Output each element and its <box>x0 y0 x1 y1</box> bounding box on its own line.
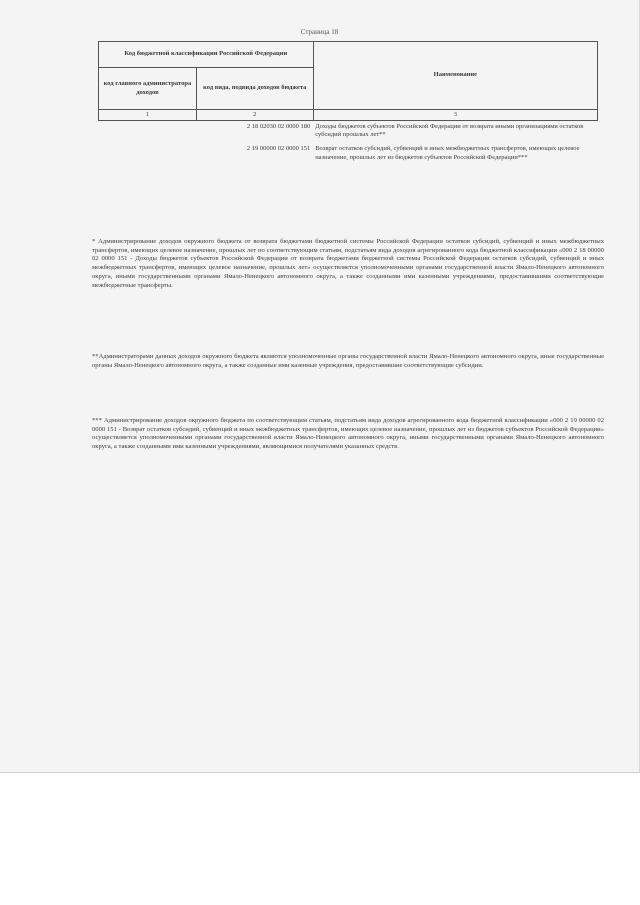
table-row <box>99 143 598 165</box>
admin-code-cell <box>99 121 197 144</box>
header-budget-classification: Код бюджетной классификации Российской Федерации <box>99 42 314 68</box>
footnote-3 <box>92 417 604 452</box>
revenue-name-cell: Доходы бюджетов субъектов Российской Федерации от возврата иными организациями остатков субсидий прошлых лет** <box>315 123 584 139</box>
revenue-code-cell: 2 18 02030 02 0000 180 <box>246 123 311 131</box>
table-row <box>99 121 598 144</box>
page-number: Страница 18 <box>300 28 339 36</box>
admin-code-cell <box>99 143 197 165</box>
footnote-text: **Администраторами данных доходов окружного бюджета являются уполномоченные органы государственной власти Ямало-Ненецкого автономного округа, иные государственные органы Ямало-Ненецкого автономного округа, а также созданные ими казенные учреждения, предоставившие соответствующие субсидии. <box>92 353 604 369</box>
revenue-name-cell: Возврат остатков субсидий, субвенций и иных межбюджетных трансфертов, имеющих целевое назначение, прошлых лет из бюджетов субъектов Российской Федерации*** <box>315 145 580 161</box>
footnote-text: * Администрирование доходов окружного бюджета от возврата бюджетами бюджетной системы Российской Федерации остатков субсидий, субвенций и иных межбюджетных трансфертов, имеющих целевое назначение, прошлых лет по соответствующим статьям, подстатьям вида доходов агрегированного кода бюджетной классификации «000 2 18 00000 02 0000 151 - Доходы бюджетов субъектов Российской Федерации от возврата бюджетами бюджетной системы Российской Федерации остатков субсидий, субвенций и иных межбюджетных трансфертов, имеющих целевое назначение, прошлых лет» осуществляется уполномоченными органами государственной власти Ямало-Ненецкого автономного округа, иными государственными органами Ямало-Ненецкого автономного округа, а также созданными ими казенными учреждениями, предоставившими соответствующие межбюджетные трансферты. <box>92 238 604 289</box>
column-number: 2 <box>196 110 313 121</box>
footnote-text: *** Администрирование доходов окружного бюджета по соответствующим статьям, подстатьям вида доходов агрегированного кода бюджетной классификации «000 2 19 00000 02 0000 151 - Возврат остатков субсидий, субвенций и иных межбюджетных трансфертов, имеющих целевое назначение, прошлых лет из бюджетов субъектов Российской Федерации» осуществляется уполномоченными органами государственной власти Ямало-Ненецкого автономного округа, иными государственными органами Ямало-Ненецкого автономного округа, а также созданными ими казенными учреждениями, являющимися получателями указанных средств. <box>92 417 604 451</box>
header-name: Наименование <box>313 42 597 110</box>
header-revenue-code: код вида, подвида доходов бюджета <box>196 68 313 110</box>
footnote-2 <box>92 353 604 370</box>
column-number: 1 <box>99 110 197 121</box>
budget-classification-table <box>98 41 598 166</box>
footnote-1 <box>92 238 604 290</box>
header-admin-code: код главного администратора доходов <box>99 68 197 110</box>
revenue-code-cell: 2 19 00000 02 0000 151 <box>246 145 311 153</box>
column-number: 3 <box>313 110 597 121</box>
